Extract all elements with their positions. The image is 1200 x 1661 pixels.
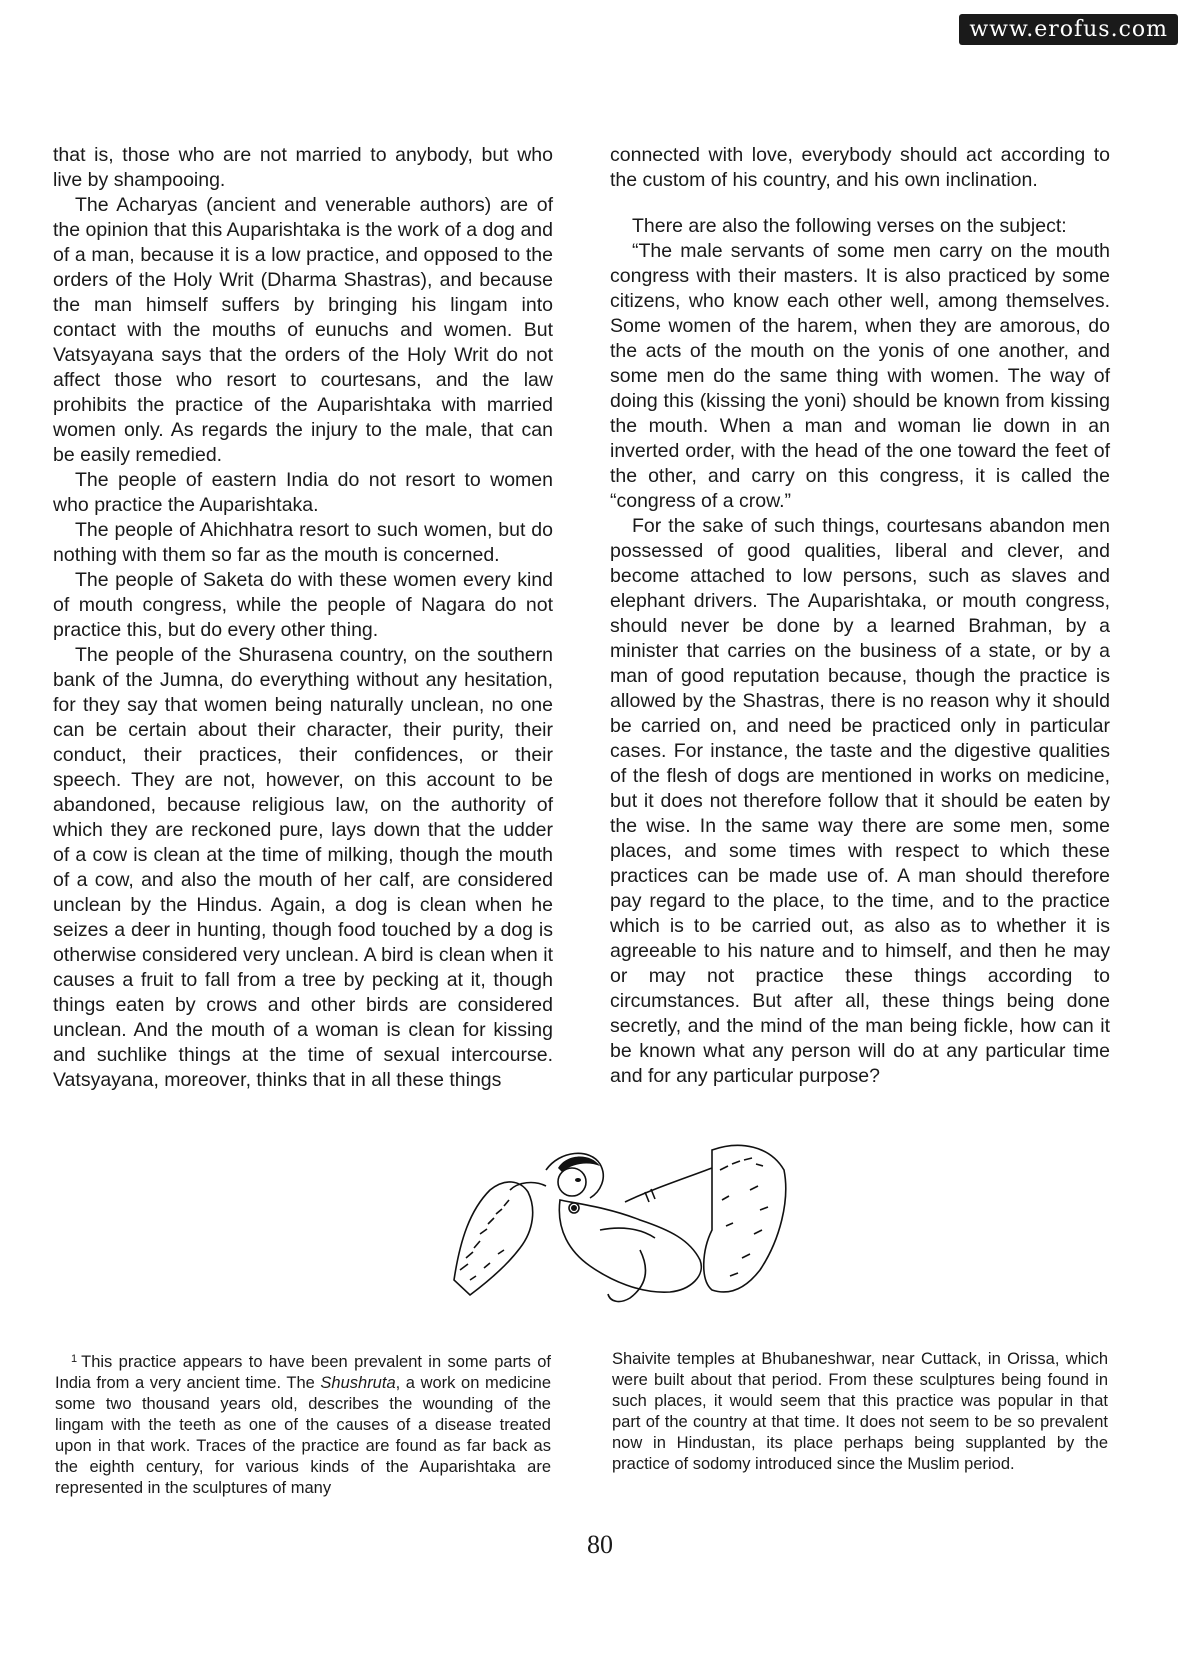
line-drawing-illustration [450, 1130, 792, 1310]
footnote-text: , a work on medicine some two thousand years old, describes the wounding of the lingam with the teeth as one of the causes of a disease treated upon in that work. Traces of the practice are found as far back as the eighth century, for various kinds of the Auparishtaka are represented in the sculptures of many [55, 1374, 551, 1497]
paragraph: that is, those who are not married to anybody, but who live by shampooing. [53, 144, 553, 191]
right-text-column [610, 143, 1110, 1089]
paragraph: For the sake of such things, courtesans abandon men possessed of good qualities, liberal and clever, and become attached to low persons, such as slaves and elephant drivers. The Auparishtaka, or mouth congress, should never be done by a learned Brahman, by a minister that carries on the business of a state, or by a man of good reputation because, though the practice is allowed by the Shastras, there is no reason why it should be carried on, and need be practiced only in particular cases. For instance, the taste and the digestive qualities of the flesh of dogs are mentioned in works on medicine, but it does not therefore follow that it should be eaten by the wise. In the same way there are some men, some places, and some times with respect to which these practices can be made use of. A man should therefore pay regard to the place, to the time, and to the practice which is to be carried out, as also as to whether it is agreeable to his nature and to himself, and then he may or may not practice these things according to circumstances. But after all, these things being done secretly, and the mind of the man being fickle, how can it be known what any person will do at any particular time and for any particular purpose? [610, 515, 1110, 1087]
footnote-paragraph: Shaivite temples at Bhubaneshwar, near Cuttack, in Orissa, which were built about that period. From these sculptures being found in such places, it would seem that this practice was popular in that part of the country at that time. It does not seem to be so prevalent now in Hindustan, its place perhaps being supplanted by the practice of sodomy introduced since the Muslim period. [612, 1350, 1108, 1473]
page-number: 80 [587, 1530, 613, 1559]
footnote-left [55, 1349, 551, 1499]
paragraph: connected with love, everybody should act according to the custom of his country, and his own inclination. [610, 144, 1110, 191]
paragraph: The people of the Shurasena country, on the southern bank of the Jumna, do everything without any hesitation, for they say that women being naturally unclean, no one can be certain about their character, their purity, their conduct, their practices, their confidences, or their speech. They are not, however, on this account to be abandoned, because religious law, on the authority of which they are reckoned pure, lays down that the udder of a cow is clean at the time of milking, though the mouth of a cow, and also the mouth of her calf, are considered unclean by the Hindus. Again, a dog is clean when he seizes a deer in hunting, though food touched by a dog is otherwise considered very unclean. A bird is clean when it causes a fruit to fall from a tree by pecking at it, though things eaten by crows and other birds are considered unclean. And the mouth of a woman is clean for kissing and suchlike things at the time of sexual intercourse. Vatsyayana, moreover, thinks that in all these things [53, 644, 553, 1091]
paragraph: The Acharyas (ancient and venerable authors) are of the opinion that this Auparishtaka is the work of a dog and of a man, because it is a low practice, and opposed to the orders of the Holy Writ (Dharma Shastras), and because the man himself suffers by bringing his lingam into contact with the mouths of eunuchs and women. But Vatsyayana says that the orders of the Holy Writ do not affect those who resort to courtesans, and the law prohibits the practice of the Auparishtaka with married women only. As regards the injury to the male, that can be easily remedied. [53, 194, 553, 466]
footnote-text: This practice appears to have been prevalent in some parts of India from a very ancient time. The [55, 1353, 551, 1392]
footnote-right [612, 1349, 1108, 1475]
paragraph: “The male servants of some men carry on the mouth congress with their masters. It is also practiced by some citizens, who know each other well, among themselves. Some women of the harem, when they are amorous, do the acts of the mouth on the yonis of one another, and some men do the same thing with women. The way of doing this (kissing the yoni) should be known from kissing the mouth. When a man and woman lie down in an inverted order, with the head of the one toward the feet of the other, and carry on this congress, it is called the “congress of a crow.” [610, 240, 1110, 512]
paragraph: There are also the following verses on the subject: [632, 215, 1067, 237]
left-text-column [53, 143, 553, 1093]
paragraph: The people of Ahichhatra resort to such women, but do nothing with them so far as the mouth is concerned. [53, 519, 553, 566]
paragraph-gap [610, 193, 1110, 214]
footnote-paragraph [55, 1349, 551, 1499]
footnote-italic-title: Shushruta [320, 1374, 396, 1392]
paragraph: The people of Saketa do with these women every kind of mouth congress, while the people of Nagara do not practice this, but do every other thing. [53, 569, 553, 641]
paragraph: The people of eastern India do not resort to women who practice the Auparishtaka. [53, 469, 553, 516]
watermark-badge: www.erofus.com [959, 14, 1178, 45]
footnote-marker: 1 [71, 1353, 78, 1365]
